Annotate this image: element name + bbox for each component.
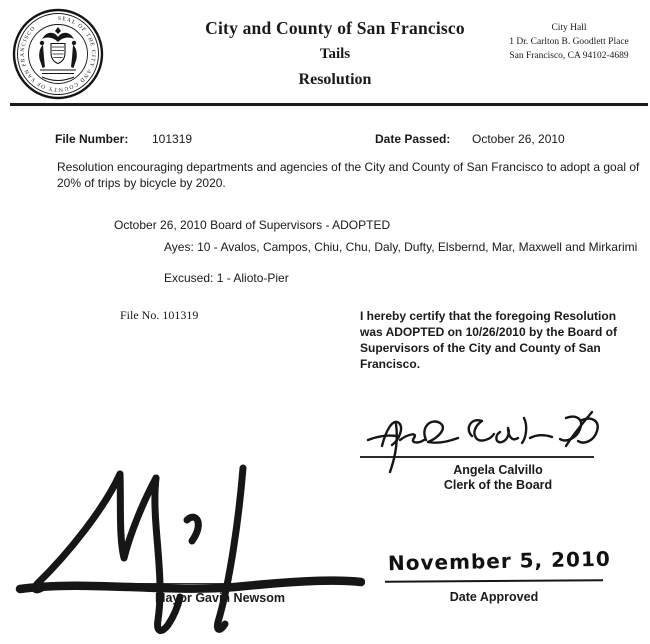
approval-date-handwritten: November 5, 2010 <box>387 546 612 576</box>
file-number-label: File Number: <box>55 132 129 146</box>
city-seal-icon <box>12 8 104 100</box>
certification-text: I hereby certify that the foregoing Resolution was ADOPTED on 10/26/2010 by the Board of Supervisors of the City and County of San Francisco. <box>360 309 617 371</box>
clerk-title: Clerk of the Board <box>443 478 553 492</box>
certification-file-no: File No. 101319 <box>120 308 199 322</box>
address-line-2: 1 Dr. Carlton B. Goodlett Place <box>509 37 629 47</box>
approval-date-label: Date Approved <box>449 590 539 604</box>
seal-ring-text: SEAL OF THE CITY AND COUNTY OF SAN FRANCISCO <box>19 15 97 93</box>
date-passed-label: Date Passed: <box>375 132 451 146</box>
clerk-signature <box>360 410 605 476</box>
document-subtitle: Tails <box>319 46 351 62</box>
document-type: Resolution <box>298 71 372 88</box>
address-block <box>492 21 646 63</box>
header-divider <box>10 103 648 106</box>
ayes-list: Ayes: 10 - Avalos, Campos, Chiu, Chu, Daly, Dufty, Elsbernd, Mar, Maxwell and Mirkarimi <box>164 240 638 254</box>
board-action-line: October 26, 2010 Board of Supervisors - ADOPTED <box>114 218 391 232</box>
mayor-signature <box>15 462 365 642</box>
excused-list: Excused: 1 - Alioto-Pier <box>164 271 289 285</box>
file-number-value: 101319 <box>152 132 193 146</box>
date-passed-value: October 26, 2010 <box>472 132 565 146</box>
mayor-name: Mayor Gavin Newsom <box>155 591 285 605</box>
clerk-name: Angela Calvillo <box>453 463 543 477</box>
address-line-3: San Francisco, CA 94102-4689 <box>509 51 629 61</box>
document-title: City and County of San Francisco <box>205 18 465 38</box>
approval-date-line <box>385 579 603 583</box>
resolution-summary: Resolution encouraging departments and agencies of the City and County of San Francisco to adopt a goal of 20% of trips by bicycle by 2020. <box>57 160 640 190</box>
address-line-1: City Hall <box>551 23 587 33</box>
